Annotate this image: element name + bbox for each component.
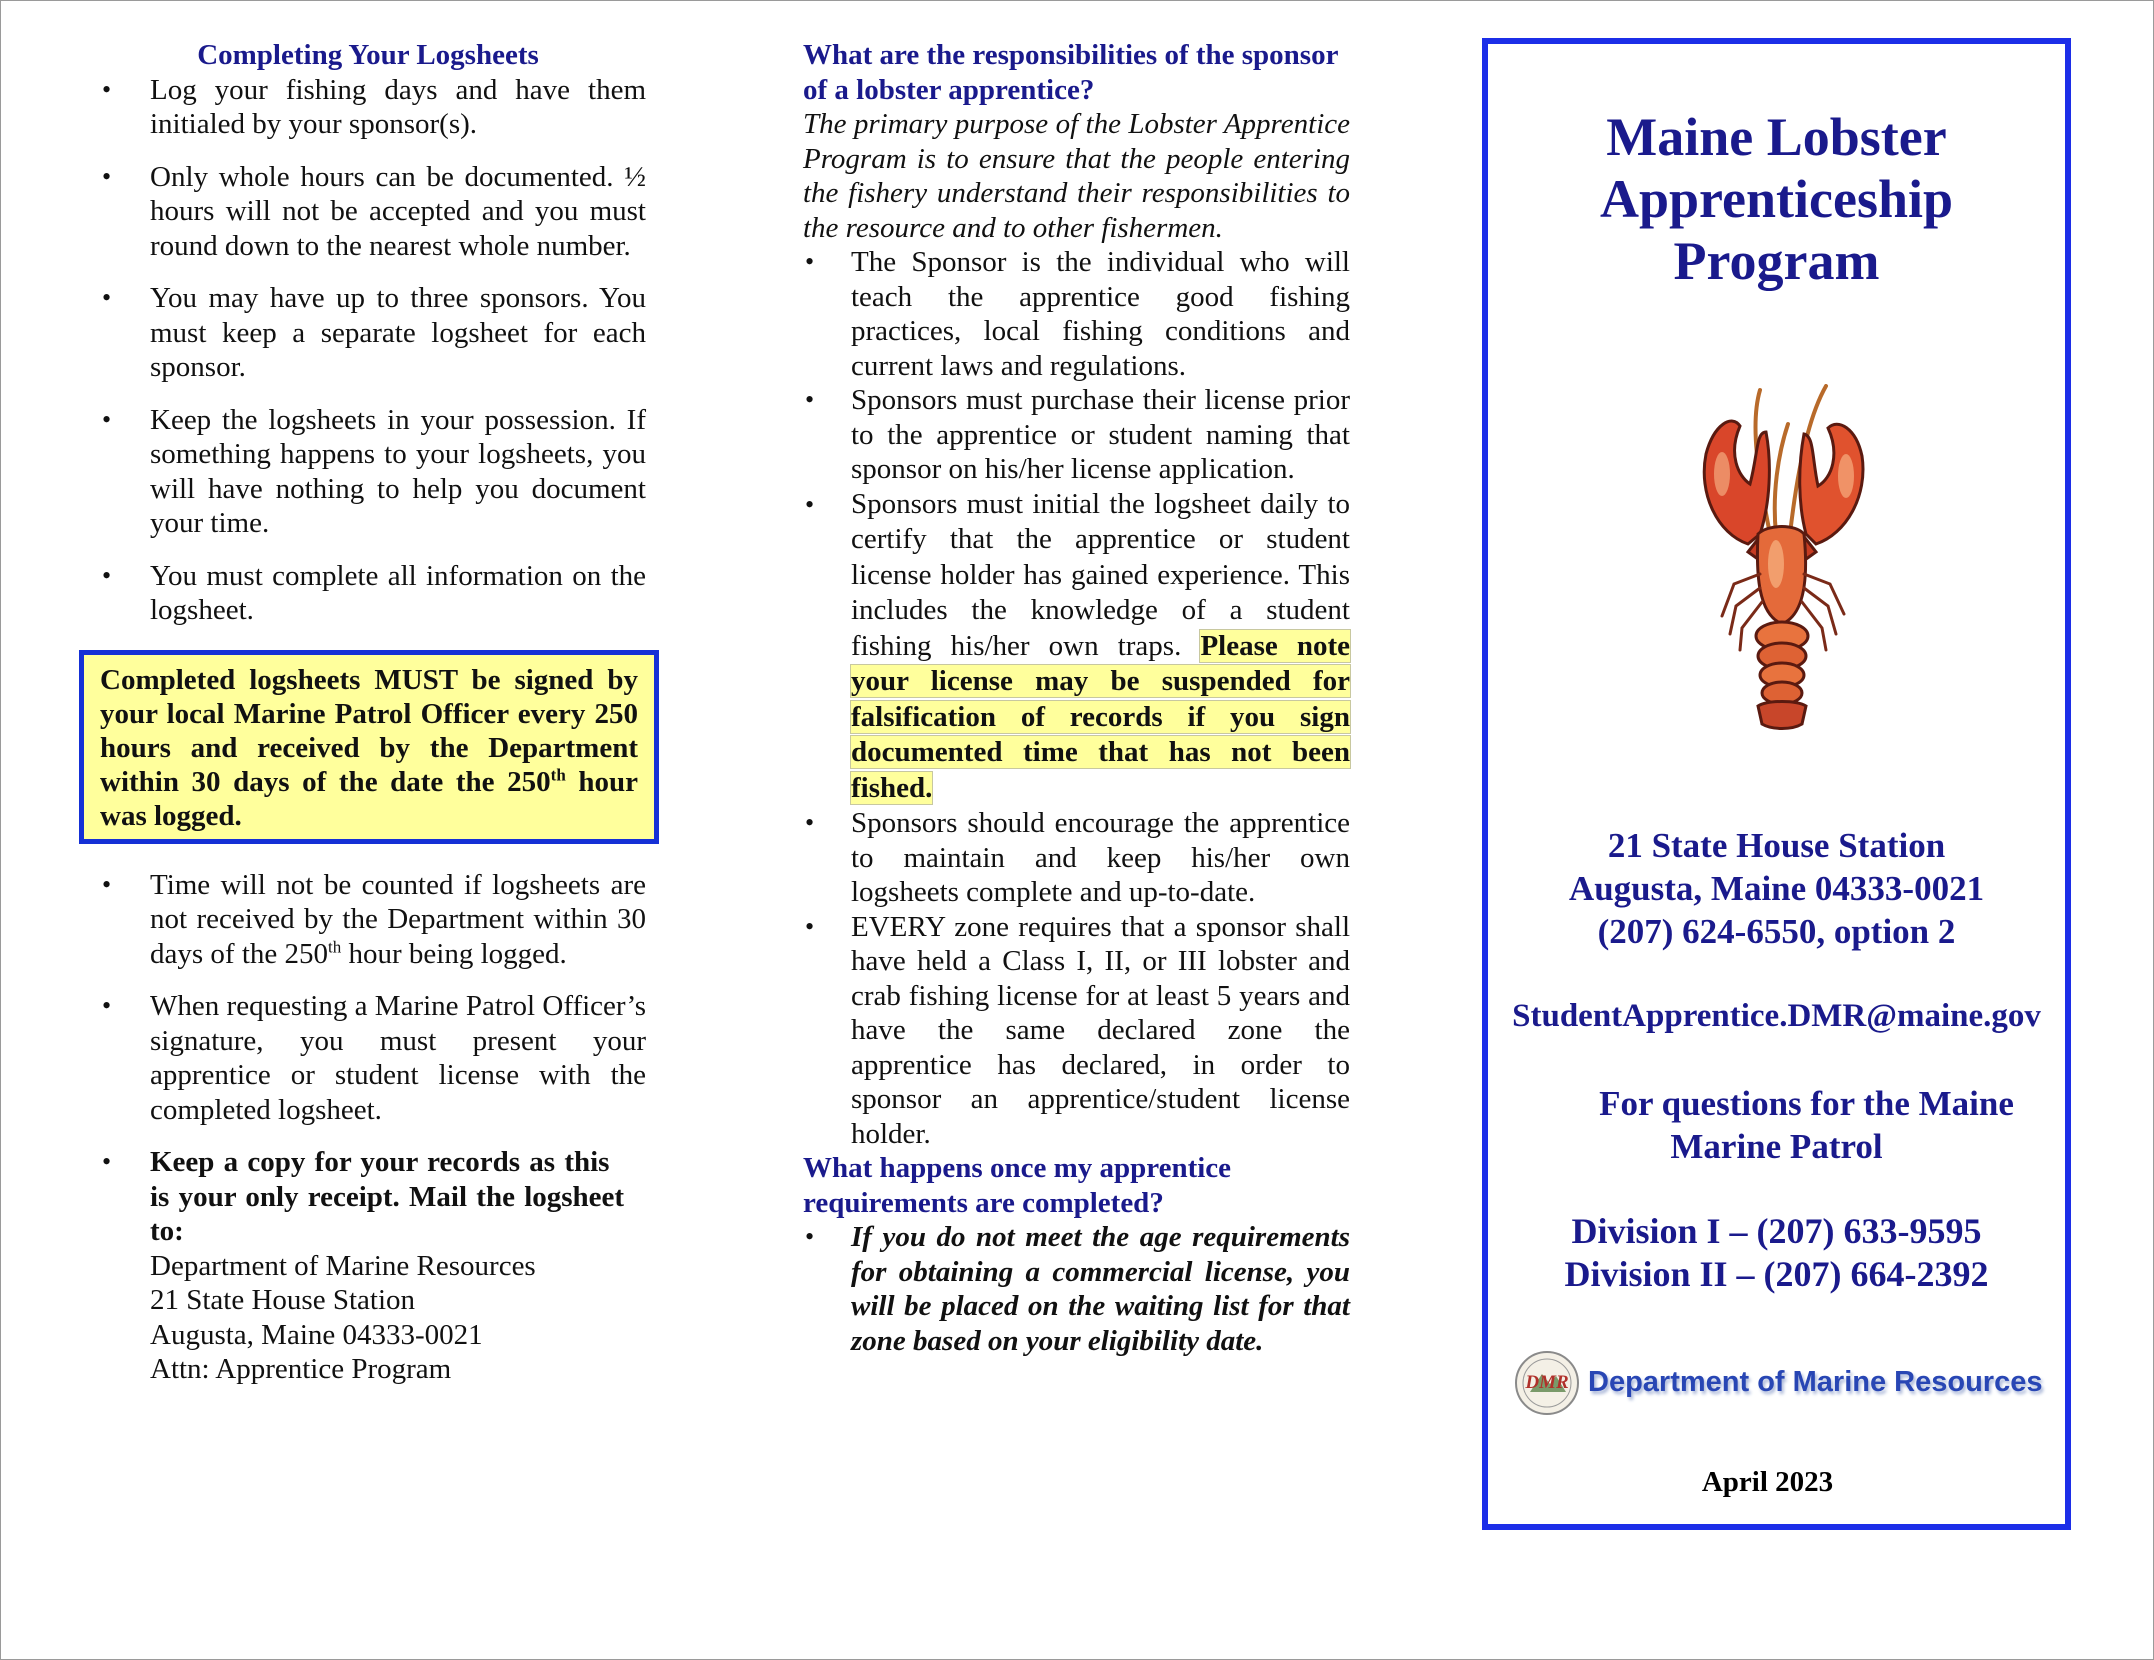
list-item: • Sponsors must purchase their license prior to the apprentice or student naming that sponsor on his/her license application. [805,384,1350,485]
completion-bullets [803,1220,1350,1358]
section-title-logsheets: Completing Your Logsheets [197,39,539,71]
bullet-icon: • [805,911,815,941]
bullet-icon: • [102,560,112,590]
marine-patrol-heading: For questions for the Maine Marine Patrol [1599,1084,2014,1166]
svg-text:DMR: DMR [1525,1372,1569,1393]
list-item: • Log your fishing days and have them initialed by your sponsor(s). [102,73,646,140]
list-item: • The Sponsor is the individual who will teach the apprentice good fishing practices, local fishing conditions and current laws and regulations. [805,246,1350,382]
list-item: • Sponsors must initial the logsheet daily to certify that the apprentice or student license holder has gained experience. This includes the knowledge of a student fishing his/her own traps. Please note your license may be suspended for falsification of records if you sign documented time that has not been fished. [805,487,1350,804]
list-item: • Time will not be counted if logsheets are not received by the Department within 30 days of the 250th hour being logged. [102,868,646,970]
sponsor-bullets [803,245,1350,1151]
bullet-icon: • [805,489,815,519]
bullet-icon: • [805,247,815,276]
list-item: • EVERY zone requires that a sponsor shall have held a Class I, II, or III lobster and crab fishing license for at least 5 years and have the same declared zone the apprentice has declared, in order to sponsor an apprentice/student license holder. [805,910,1350,1150]
bullet-icon: • [805,808,815,837]
list-item: • If you do not meet the age requirements for obtaining a commercial license, you will be placed on the waiting list for that zone based on your eligibility date. [805,1221,1350,1357]
list-item: • Keep the logsheets in your possession. If something happens to your logsheets, you will have nothing to help you document your time. [102,403,646,539]
bullet-icon: • [805,385,815,414]
copy-instruction: Keep a copy for your records as this is your only receipt. Mail the logsheet to: [150,1146,625,1247]
bullet-icon: • [102,1147,112,1176]
dmr-wordmark: Department of Marine Resources [1588,1366,2043,1398]
phone-number: (207) 624-6550, option 2 [1597,912,1956,951]
contact-email: StudentApprentice.DMR@maine.gov [1512,998,2041,1034]
dmr-logo [1512,1344,2052,1424]
signature-notice-box: Completed logsheets MUST be signed by your local Marine Patrol Officer every 250 hours and received by the Department within 30 days of the date the 250th hour was logged. [79,650,659,844]
cover-panel [1482,38,2071,1530]
mailing-address: Department of Marine Resources 21 State House Station Augusta, Maine 04333-0021 Attn: Apprentice Program [150,1249,536,1385]
logsheet-bullets [98,73,646,628]
bullet-icon: • [102,404,112,434]
office-address: 21 State House Station Augusta, Maine 04333-0021 (207) 624-6550, option 2 [1488,824,2065,953]
bullet-icon: • [102,283,112,312]
list-item: • When requesting a Marine Patrol Officer’s signature, you must present your apprentice or student license with the completed logsheet. [102,990,646,1126]
division-phone-numbers: Division I – (207) 633-9595 Division II – (207) 664-2392 [1564,1211,1989,1294]
section-title-requirements-completed: What happens once my apprentice requirements are completed? [803,1152,1232,1219]
list-item: • Sponsors should encourage the apprentice to maintain and keep his/her own logsheets complete and up-to-date. [805,807,1350,908]
lobster-illustration [1678,384,1888,734]
panel-left [98,38,646,1387]
program-title: Maine Lobster Apprenticeship Program [1599,107,1954,291]
dmr-seal-icon [1512,1348,1582,1418]
publication-date: April 2023 [1701,1466,1834,1498]
program-purpose-text: The primary purpose of the Lobster Apprentice Program is to ensure that the people entering the fishery understand their responsibilities to the resource and to other fishermen. [803,108,1350,244]
list-item: • You must complete all information on the logsheet. [102,559,646,626]
panel-middle [803,38,1350,1358]
section-title-sponsor-responsibilities: What are the responsibilities of the sponsor of a lobster apprentice? [803,39,1338,106]
suspension-warning-highlight: Please note your license may be suspended for falsification of records if you sign documented time that has not been fished. [851,629,1350,804]
list-item [98,1145,646,1387]
logsheet-bullets-continued [98,868,646,1387]
bullet-icon: • [805,1222,815,1251]
bullet-icon: • [102,991,112,1020]
bullet-icon: • [102,161,112,191]
list-item: • You may have up to three sponsors. You must keep a separate logsheet for each sponsor. [102,282,646,383]
list-item: • Only whole hours can be documented. ½ hours will not be accepted and you must round down to the nearest whole number. [102,160,646,262]
bullet-icon: • [102,74,112,104]
bullet-icon: • [102,869,112,899]
